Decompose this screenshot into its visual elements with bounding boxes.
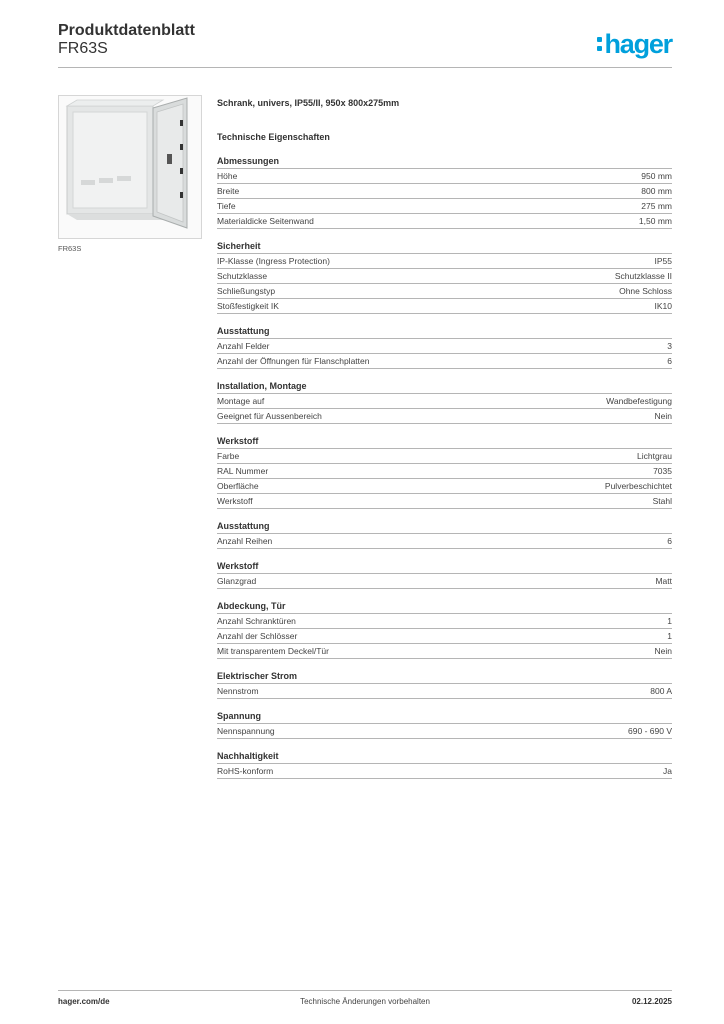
section-title: Sicherheit (217, 240, 672, 254)
footer-website: hager.com/de (58, 997, 110, 1006)
property-row (217, 449, 672, 464)
property-row (217, 394, 672, 409)
property-label: Nennspannung (217, 726, 275, 736)
property-value: 1 (667, 616, 672, 626)
product-image (58, 95, 202, 239)
property-row (217, 354, 672, 369)
property-value: Stahl (652, 496, 672, 506)
property-section (217, 155, 672, 229)
property-row (217, 199, 672, 214)
property-row (217, 299, 672, 314)
property-label: Tiefe (217, 201, 236, 211)
property-value: Schutzklasse II (614, 271, 672, 281)
property-value: Pulverbeschichtet (604, 481, 672, 491)
property-value: IK10 (654, 301, 672, 311)
property-row (217, 494, 672, 509)
property-row (217, 184, 672, 199)
property-row (217, 214, 672, 229)
property-label: Anzahl der Öffnungen für Flanschplatten (217, 356, 370, 366)
property-label: Anzahl Felder (217, 341, 270, 351)
property-row (217, 479, 672, 494)
property-value: 950 mm (641, 171, 672, 181)
property-sections (217, 155, 672, 779)
property-row (217, 269, 672, 284)
property-value: 1,50 mm (638, 216, 672, 226)
property-section (217, 520, 672, 549)
property-section (217, 710, 672, 739)
property-row (217, 339, 672, 354)
property-label: Glanzgrad (217, 576, 257, 586)
product-description: Schrank, univers, IP55/II, 950x 800x275mm (217, 98, 400, 108)
property-value: 800 mm (641, 186, 672, 196)
property-value: Ja (663, 766, 672, 776)
section-title: Ausstattung (217, 520, 672, 534)
property-row (217, 574, 672, 589)
property-label: RAL Nummer (217, 466, 269, 476)
property-value: 1 (667, 631, 672, 641)
property-label: Materialdicke Seitenwand (217, 216, 314, 226)
property-label: Oberfläche (217, 481, 259, 491)
property-label: Höhe (217, 171, 238, 181)
cabinet-open-door-icon (59, 96, 203, 240)
property-value: Lichtgrau (637, 451, 672, 461)
property-row (217, 464, 672, 479)
property-row (217, 169, 672, 184)
property-label: Breite (217, 186, 240, 196)
property-row (217, 764, 672, 779)
property-label: Stoßfestigkeit IK (217, 301, 279, 311)
article-number: FR63S (58, 40, 108, 57)
hager-logo (597, 26, 672, 62)
section-title: Nachhaltigkeit (217, 750, 672, 764)
property-value: 3 (667, 341, 672, 351)
property-row (217, 284, 672, 299)
header-divider (58, 67, 672, 68)
property-row (217, 629, 672, 644)
property-value: IP55 (654, 256, 672, 266)
property-value: 6 (667, 356, 672, 366)
property-value: 6 (667, 536, 672, 546)
property-label: RoHS-konform (217, 766, 274, 776)
section-title: Elektrischer Strom (217, 670, 672, 684)
footer-divider (58, 990, 672, 991)
property-label: Anzahl der Schlösser (217, 631, 298, 641)
property-value: Matt (655, 576, 672, 586)
property-section (217, 435, 672, 509)
section-title: Abmessungen (217, 155, 672, 169)
property-label: Nennstrom (217, 686, 259, 696)
technical-data (217, 96, 672, 779)
section-title: Werkstoff (217, 560, 672, 574)
property-label: Anzahl Reihen (217, 536, 273, 546)
logo-text: hager (604, 29, 672, 59)
document-title: Produktdatenblatt (58, 22, 195, 39)
property-label: IP-Klasse (Ingress Protection) (217, 256, 330, 266)
property-label: Montage auf (217, 396, 265, 406)
property-section (217, 670, 672, 699)
property-section (217, 380, 672, 424)
image-caption: FR63S (58, 244, 82, 253)
page-header (58, 20, 672, 70)
property-label: Werkstoff (217, 496, 253, 506)
logo-colon-icon (597, 37, 602, 51)
property-label: Anzahl Schranktüren (217, 616, 296, 626)
property-section (217, 750, 672, 779)
section-title: Abdeckung, Tür (217, 600, 672, 614)
section-title: Spannung (217, 710, 672, 724)
property-row (217, 684, 672, 699)
page-footer (58, 997, 672, 1011)
property-section (217, 600, 672, 659)
property-section (217, 560, 672, 589)
footer-notice: Technische Änderungen vorbehalten (300, 997, 430, 1006)
property-value: 275 mm (641, 201, 672, 211)
property-value: Nein (654, 411, 672, 421)
technical-properties-title: Technische Eigenschaften (217, 132, 330, 142)
property-label: Schutzklasse (217, 271, 268, 281)
property-row (217, 724, 672, 739)
property-row (217, 644, 672, 659)
property-row (217, 409, 672, 424)
property-row (217, 614, 672, 629)
property-section (217, 240, 672, 314)
section-title: Installation, Montage (217, 380, 672, 394)
section-title: Werkstoff (217, 435, 672, 449)
property-label: Schließungstyp (217, 286, 276, 296)
property-value: Nein (654, 646, 672, 656)
property-label: Farbe (217, 451, 240, 461)
property-row (217, 254, 672, 269)
section-title: Ausstattung (217, 325, 672, 339)
property-value: 7035 (653, 466, 672, 476)
property-section (217, 325, 672, 369)
property-value: 800 A (650, 686, 672, 696)
property-row (217, 534, 672, 549)
property-value: Wandbefestigung (606, 396, 672, 406)
property-label: Geeignet für Aussenbereich (217, 411, 322, 421)
property-label: Mit transparentem Deckel/Tür (217, 646, 329, 656)
footer-date: 02.12.2025 (631, 997, 672, 1006)
property-value: 690 - 690 V (628, 726, 672, 736)
property-value: Ohne Schloss (619, 286, 672, 296)
